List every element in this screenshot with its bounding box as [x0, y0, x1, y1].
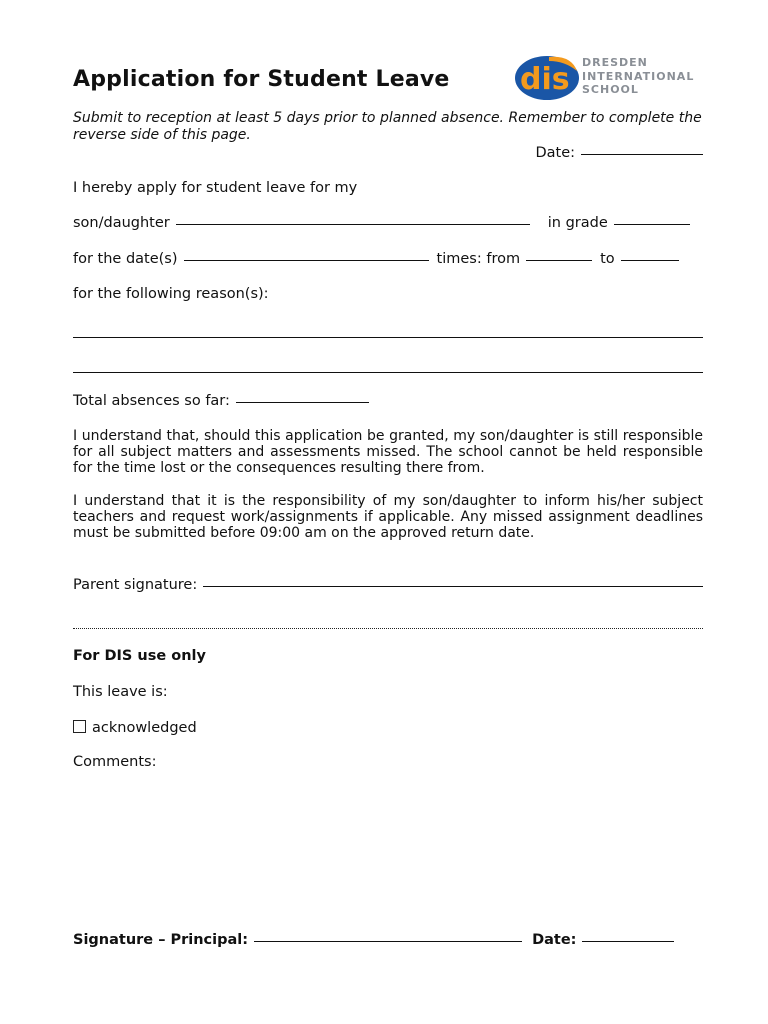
times-from-label: times: from	[436, 251, 521, 267]
student-row	[73, 215, 703, 231]
time-from-field[interactable]	[526, 259, 592, 261]
application-form	[73, 0, 703, 1024]
apply-text: I hereby apply for student leave for my	[73, 180, 358, 196]
acknowledged-checkbox[interactable]	[73, 720, 86, 733]
son-daughter-label: son/daughter	[73, 215, 170, 231]
total-absences-field[interactable]	[236, 401, 369, 403]
logo-line-dresden: DRESDEN	[582, 56, 648, 69]
principal-signature-row	[73, 932, 703, 948]
principal-date-field[interactable]	[582, 940, 674, 942]
date-field[interactable]	[581, 153, 703, 155]
responsibility-paragraph-2: I understand that it is the responsibility of my son/daughter to inform his/her subject teachers and request work/assignments if applicable. Any missed assignment deadlines must be submitted before 09:00 am on the approved return date.	[73, 493, 703, 541]
date-label: Date:	[535, 145, 575, 161]
time-to-field[interactable]	[621, 259, 679, 261]
comments-label: Comments:	[73, 754, 157, 770]
parent-signature-row	[73, 577, 703, 593]
reason-line-1[interactable]	[73, 337, 703, 338]
acknowledged-label: acknowledged	[92, 720, 197, 736]
principal-signature-label: Signature – Principal:	[73, 932, 249, 948]
reason-label: for the following reason(s):	[73, 286, 269, 302]
dates-field[interactable]	[184, 259, 429, 261]
student-name-field[interactable]	[176, 223, 530, 225]
acknowledged-row	[73, 719, 703, 736]
total-absences-label: Total absences so far:	[73, 393, 230, 409]
intro-instructions: Submit to reception at least 5 days prior to planned absence. Remember to complete the reverse side of this page.	[73, 110, 702, 143]
dis-use-heading: For DIS use only	[73, 648, 206, 664]
times-to-label: to	[600, 251, 615, 267]
total-absences-row	[73, 393, 703, 409]
cut-divider	[73, 628, 703, 629]
principal-signature-field[interactable]	[254, 940, 522, 942]
parent-signature-field[interactable]	[203, 585, 703, 587]
page-title: Application for Student Leave	[73, 67, 450, 92]
leave-is-row	[73, 684, 703, 700]
principal-date-label: Date:	[532, 932, 577, 948]
apply-row	[73, 180, 703, 196]
dates-label: for the date(s)	[73, 251, 178, 267]
logo-line-international: INTERNATIONAL	[582, 69, 695, 83]
logo-line-school: SCHOOL	[582, 83, 639, 96]
dates-row	[73, 251, 703, 267]
parent-signature-label: Parent signature:	[73, 577, 198, 593]
grade-label: in grade	[547, 215, 608, 231]
reason-row	[73, 286, 703, 302]
logo-wordmark	[582, 56, 694, 97]
dis-use-heading-row	[73, 648, 703, 664]
logo-mark: dis	[520, 62, 570, 97]
reason-line-2[interactable]	[73, 372, 703, 373]
date-row	[73, 145, 703, 161]
grade-field[interactable]	[614, 223, 690, 225]
responsibility-paragraph-1: I understand that, should this application be granted, my son/daughter is still responsible for all subject matters and assessments missed. The school cannot be held responsible for the time lost or the consequences resulting there from.	[73, 428, 703, 476]
leave-is-label: This leave is:	[73, 684, 168, 700]
comments-row	[73, 754, 703, 770]
